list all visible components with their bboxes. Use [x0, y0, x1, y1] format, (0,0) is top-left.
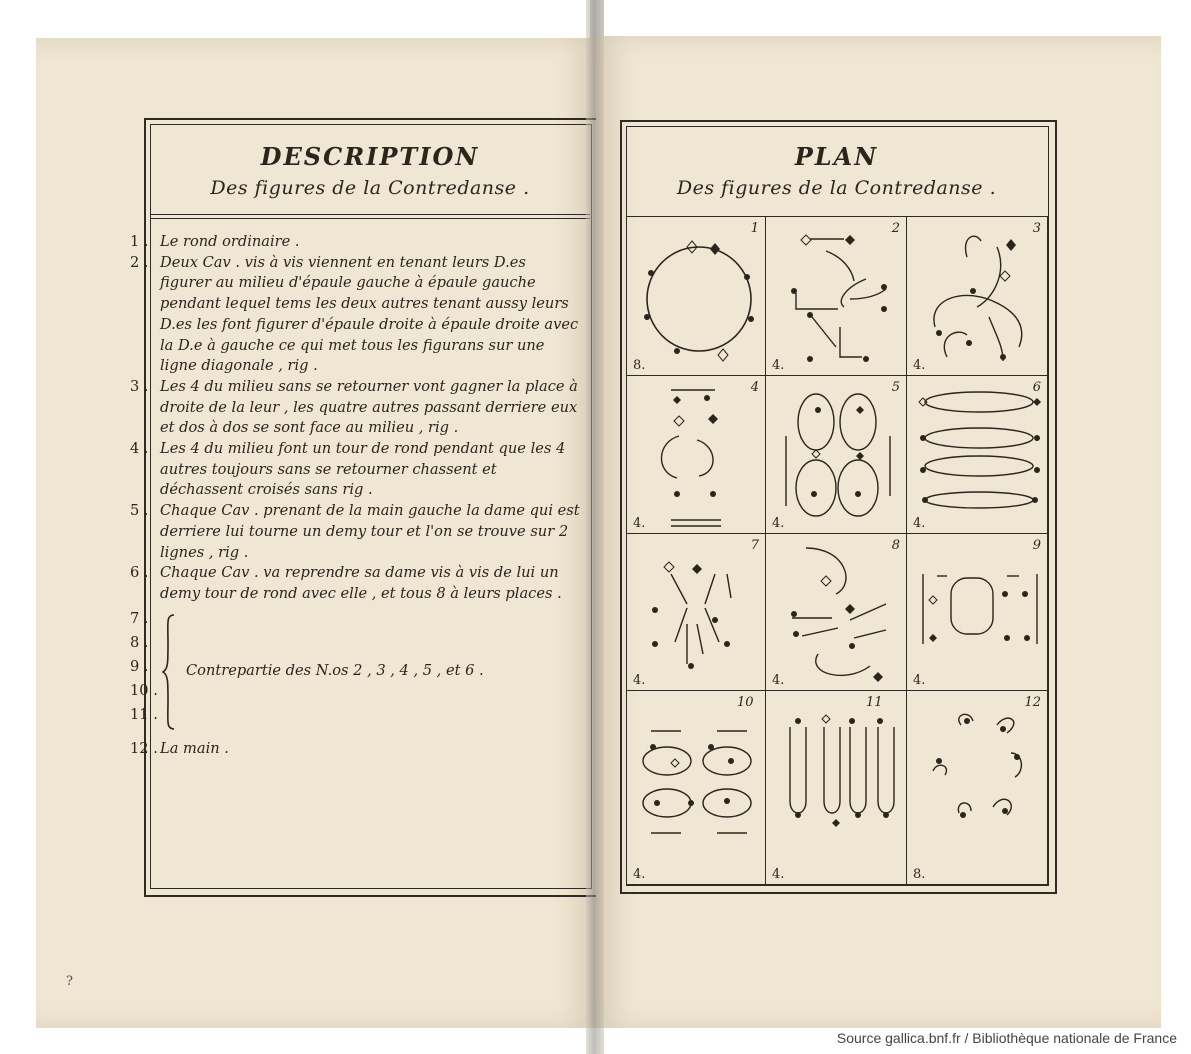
- figure-diagram: [627, 376, 767, 534]
- figure-number: 3: [1032, 221, 1041, 236]
- figure-count: 4.: [633, 516, 646, 531]
- right-page: [596, 36, 1161, 1028]
- figure-number: 8: [891, 538, 900, 553]
- figure-number: 1: [750, 221, 759, 236]
- left-subtitle: Des figures de la Contredanse .: [210, 177, 530, 199]
- figure-number: 12: [1024, 695, 1041, 710]
- figure-number: 9: [1032, 538, 1041, 553]
- figure-cell: [766, 691, 907, 885]
- figure-number: 5: [891, 380, 900, 395]
- figure-diagram: [627, 534, 767, 691]
- figure-diagram: [766, 534, 907, 691]
- item-number: 2 .: [130, 253, 149, 271]
- description-item: [128, 253, 580, 377]
- figure-count: 4.: [633, 867, 646, 882]
- figure-count: 4.: [913, 358, 926, 373]
- item-number: 9 .: [130, 657, 149, 675]
- figure-number: 10: [737, 695, 754, 710]
- figure-cell: [766, 376, 907, 534]
- figure-count: 4.: [633, 673, 646, 688]
- left-page: [36, 38, 596, 1028]
- figure-count: 4.: [772, 867, 785, 882]
- figure-count: 4.: [913, 516, 926, 531]
- item-number: 8 .: [130, 633, 149, 651]
- item-number: 3 .: [130, 377, 149, 395]
- figure-count: 4.: [772, 673, 785, 688]
- figure-cell: [766, 216, 907, 376]
- figure-count: 8.: [913, 867, 926, 882]
- figure-diagram: [907, 534, 1048, 691]
- figure-diagram: [627, 691, 767, 885]
- figure-count: 4.: [913, 673, 926, 688]
- figure-cell: [626, 691, 766, 885]
- figure-number: 11: [866, 695, 883, 710]
- item-text: Les 4 du milieu sans se retourner vont gagner la place à droite de la leur , les quatre autres passant derriere eux et dos à dos se sont face au milieu , rig .: [160, 377, 578, 437]
- figure-cell: [907, 691, 1048, 885]
- page-mark: ?: [66, 974, 73, 989]
- item-number: 10 .: [130, 681, 158, 699]
- book-gutter: [586, 0, 604, 1054]
- item-number: 1 .: [130, 233, 149, 250]
- right-title: PLAN: [794, 142, 879, 171]
- description-item: [128, 377, 580, 439]
- figure-count: 4.: [772, 516, 785, 531]
- figure-cell: [907, 534, 1048, 691]
- figure-diagram: [766, 376, 907, 534]
- figure-cell: [626, 376, 766, 534]
- description-item: [128, 501, 580, 563]
- item-number: 6 .: [130, 564, 149, 582]
- left-title: DESCRIPTION: [260, 142, 480, 171]
- figure-number: 2: [891, 221, 900, 236]
- description-list: [128, 232, 580, 759]
- description-item: [128, 232, 580, 253]
- figure-number: 7: [750, 538, 759, 553]
- item-number: 12 .: [130, 739, 158, 757]
- figure-cell: [907, 376, 1048, 534]
- item-text: Chaque Cav . prenant de la main gauche la dame qui est derriere lui tourne un demy tour et l'on se trouve sur 2 lignes , rig .: [160, 502, 580, 561]
- figure-diagram: [766, 691, 907, 885]
- contrepartie-text: Contrepartie des N.os 2 , 3 , 4 , 5 , et 6 .: [186, 661, 484, 679]
- figure-count: 4.: [772, 358, 785, 373]
- contrepartie-bracket: [128, 609, 580, 737]
- item-text: Les 4 du milieu font un tour de rond pendant que les 4 autres toujours sans se retourner chassent et déchassent croisés sans rig .: [160, 440, 566, 499]
- right-title-block: [626, 142, 1047, 199]
- figure-cell: [626, 534, 766, 691]
- figure-cell: [626, 216, 766, 376]
- figure-diagram: [766, 217, 907, 377]
- item-number: 11 .: [130, 705, 158, 723]
- figure-diagram: [907, 217, 1048, 377]
- left-title-rule-2: [150, 218, 590, 219]
- left-title-block: [150, 142, 590, 199]
- figure-number: 6: [1032, 380, 1041, 395]
- figure-number: 4: [750, 380, 759, 395]
- figure-diagram: [907, 691, 1048, 885]
- figure-diagram: [907, 376, 1048, 534]
- figure-cell: [907, 216, 1048, 376]
- item-text: Chaque Cav . va reprendre sa dame vis à vis de lui un demy tour de rond avec elle , et tous 8 à leurs places .: [160, 564, 562, 602]
- figures-grid: [626, 216, 1048, 885]
- left-title-rule: [150, 214, 590, 215]
- figure-count: 8.: [633, 358, 646, 373]
- description-item: [128, 563, 580, 604]
- description-item: [128, 739, 580, 760]
- item-text: Le rond ordinaire .: [160, 233, 300, 250]
- right-subtitle: Des figures de la Contredanse .: [676, 177, 997, 199]
- figure-cell: [766, 534, 907, 691]
- item-text: La main .: [160, 739, 229, 757]
- item-number: 7 .: [130, 609, 149, 627]
- item-number: 4 .: [130, 440, 149, 458]
- curly-brace-icon: [162, 613, 176, 731]
- source-credit: Source gallica.bnf.fr / Bibliothèque nationale de France: [836, 1030, 1177, 1046]
- figure-diagram: [627, 217, 767, 377]
- description-item: [128, 439, 580, 501]
- item-number: 5 .: [130, 502, 149, 520]
- item-text: Deux Cav . vis à vis viennent en tenant leurs D.es figurer au milieu d'épaule gauche à épaule gauche pendant lequel tems les deux autres tenant aussy leurs D.es les font figurer d'épaule droite à épaule droite avec la D.e à gauche ce qui met tous les figurans sur une ligne diagonale , rig .: [160, 253, 579, 375]
